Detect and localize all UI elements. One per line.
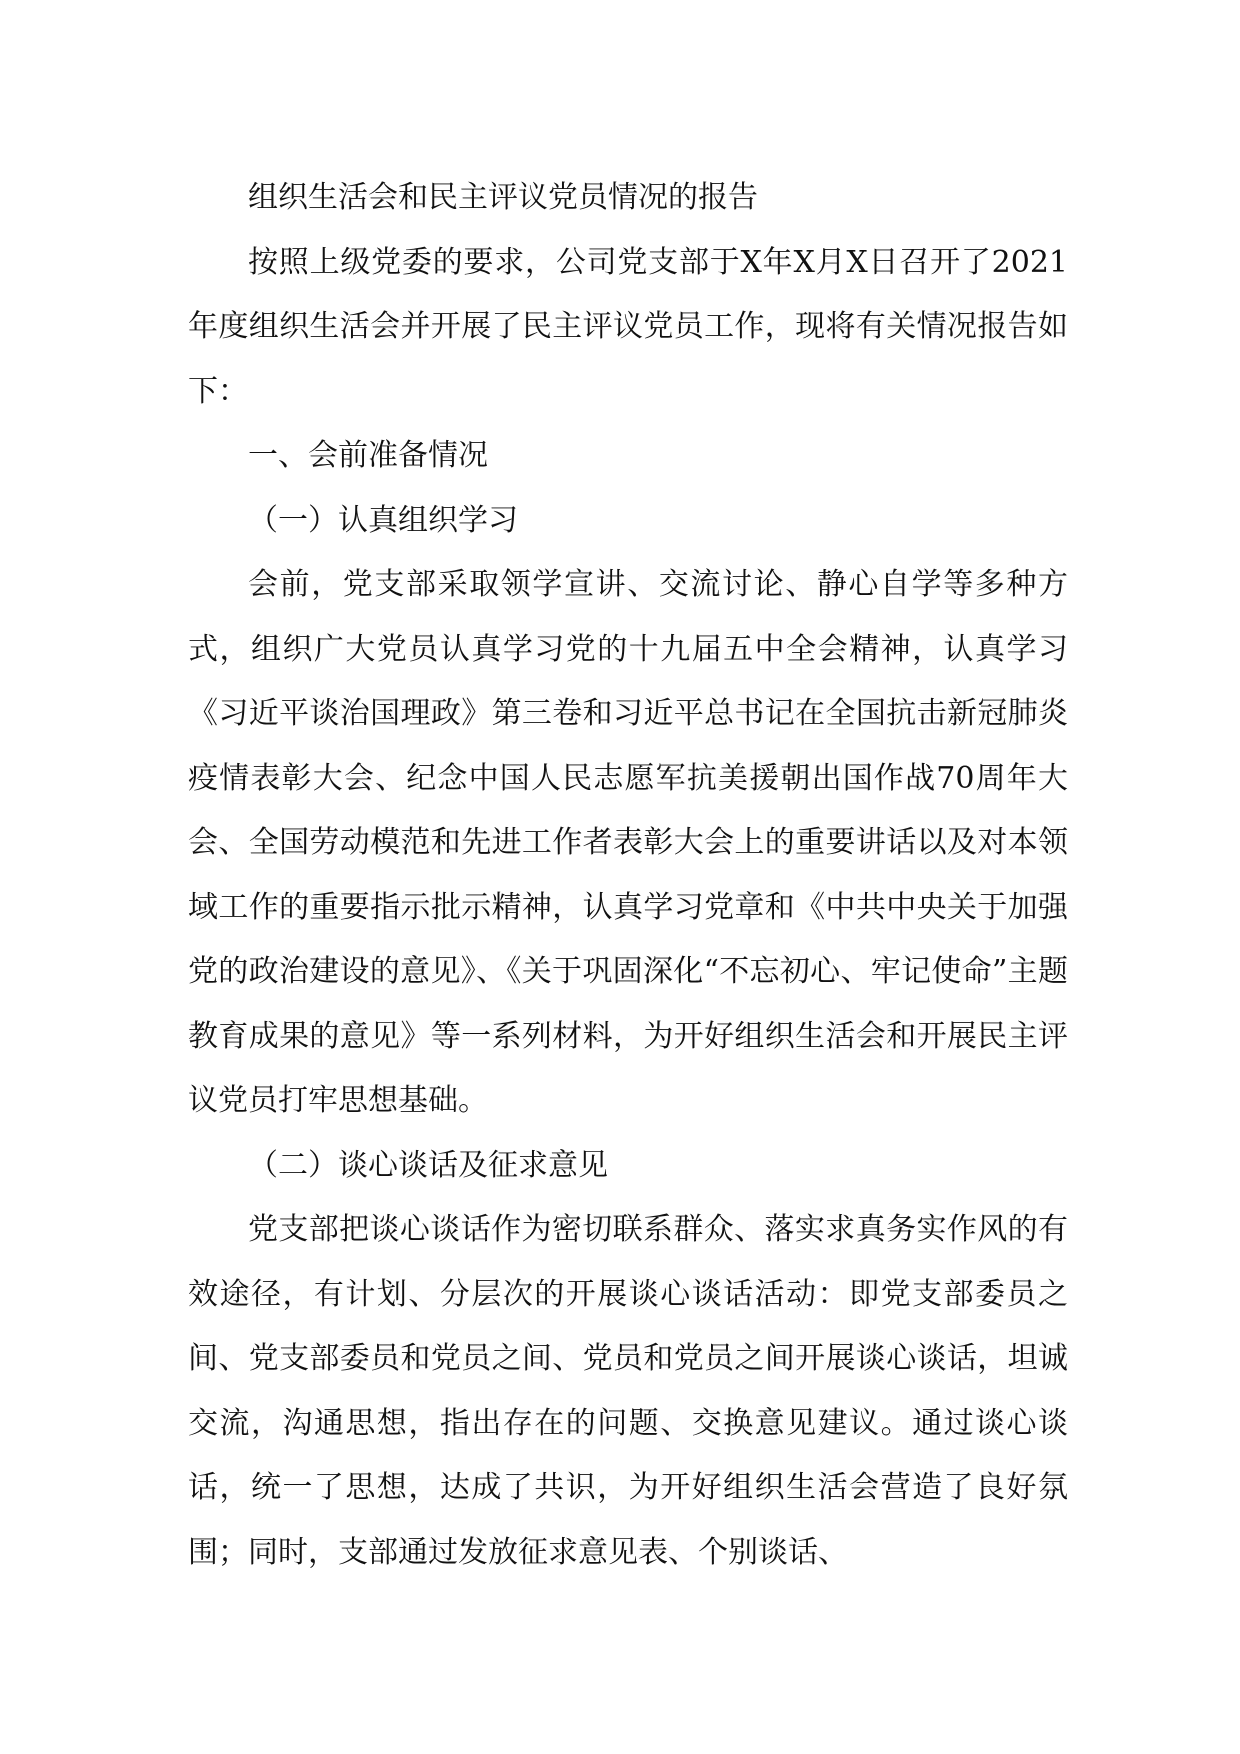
intro-paragraph: 按照上级党委的要求，公司党支部于X年X月X日召开了2021年度组织生活会并开展了民主评议党员工作，现将有关情况报告如下： [188,244,1068,409]
subsection-heading: （一）认真组织学习 [248,502,518,538]
document-title: 组织生活会和民主评议党员情况的报告 [248,180,758,215]
subsection-heading: （二）谈心谈话及征求意见 [248,1147,608,1183]
section-heading: 一、会前准备情况 [248,438,488,473]
document-body [188,166,1068,1585]
body-paragraph: 党支部把谈心谈话作为密切联系群众、落实求真务实作风的有效途径，有计划、分层次的开展谈心谈话活动：即党支部委员之间、党支部委员和党员之间、党员和党员之间开展谈心谈话，坦诚交流，沟通思想，指出存在的问题、交换意见建议。通过谈心谈话，统一了思想，达成了共识，为开好组织生活会营造了良好氛围；同时，支部通过发放征求意见表、个别谈话、 [188,1212,1068,1570]
body-paragraph: 会前，党支部采取领学宣讲、交流讨论、静心自学等多种方式，组织广大党员认真学习党的十九届五中全会精神，认真学习《习近平谈治国理政》第三卷和习近平总书记在全国抗击新冠肺炎疫情表彰大会、纪念中国人民志愿军抗美援朝出国作战70周年大会、全国劳动模范和先进工作者表彰大会上的重要讲话以及对本领域工作的重要指示批示精神，认真学习党章和《中共中央关于加强党的政治建设的意见》、《关于巩固深化“不忘初心、牢记使命”主题教育成果的意见》等一系列材料，为开好组织生活会和开展民主评议党员打牢思想基础。 [188,567,1068,1118]
